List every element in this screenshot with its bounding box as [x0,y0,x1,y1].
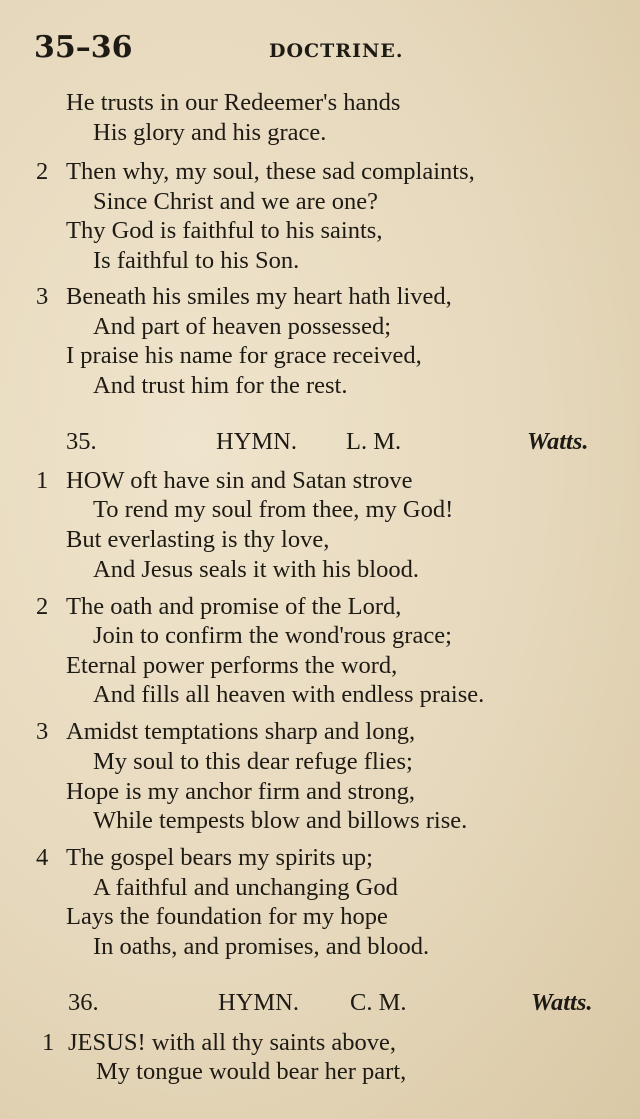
hymn-meter: C. M. [350,989,407,1016]
verse-line: Join to confirm the wond'rous grace; [93,622,452,649]
verse-line: While tempests blow and billows rise. [93,807,468,834]
verse-line: And fills all heaven with endless praise. [93,681,485,708]
verse-line: He trusts in our Redeemer's hands [66,89,401,116]
page-numbers: 35–36 [34,30,133,65]
hymn-author: Watts. [527,428,589,455]
verse-line: Eternal power performs the word, [66,652,398,679]
hymn-label: HYMN. [218,989,299,1016]
stanza-number: 3 [36,718,49,745]
verse-line: And trust him for the rest. [93,372,348,399]
verse-line: In oaths, and promises, and blood. [93,933,430,960]
verse-line: His glory and his grace. [93,119,327,146]
verse-line: Is faithful to his Son. [93,247,300,274]
verse-line: My tongue would bear her part, [96,1058,407,1085]
page-header [34,30,610,70]
verse-line: The gospel bears my spirits up; [66,844,373,871]
verse-line: But everlasting is thy love, [66,526,330,553]
verse-line: JESUS! with all thy saints above, [68,1029,397,1056]
verse-line: Beneath his smiles my heart hath lived, [66,283,452,310]
verse-line: Then why, my soul, these sad complaints, [66,158,475,185]
verse-line: Thy God is faithful to his saints, [66,217,383,244]
stanza-number: 2 [36,593,49,620]
verse-line: I praise his name for grace received, [66,342,422,369]
verse-line: Since Christ and we are one? [93,188,379,215]
verse-line: Amidst temptations sharp and long, [66,718,416,745]
verse-line: To rend my soul from thee, my God! [93,496,454,523]
verse-line: My soul to this dear refuge flies; [93,748,413,775]
stanza-number: 4 [36,844,49,871]
verse-line: The oath and promise of the Lord, [66,593,402,620]
verse-line: Hope is my anchor firm and strong, [66,778,416,805]
running-head: DOCTRINE. [269,40,404,62]
verse-line: And Jesus seals it with his blood. [93,556,419,583]
verse-line: Lays the foundation for my hope [66,903,388,930]
stanza-number: 1 [42,1029,55,1056]
verse-line: And part of heaven possessed; [93,313,392,340]
stanza-number: 3 [36,283,49,310]
hymn-author: Watts. [531,989,593,1016]
hymn-label: HYMN. [216,428,297,455]
verse-line: HOW oft have sin and Satan strove [66,467,413,494]
stanza-number: 2 [36,158,49,185]
hymn-number: 36. [68,989,99,1016]
verse-line: A faithful and unchanging God [93,874,398,901]
hymn-number: 35. [66,428,97,455]
stanza-number: 1 [36,467,49,494]
hymn-meter: L. M. [346,428,402,455]
